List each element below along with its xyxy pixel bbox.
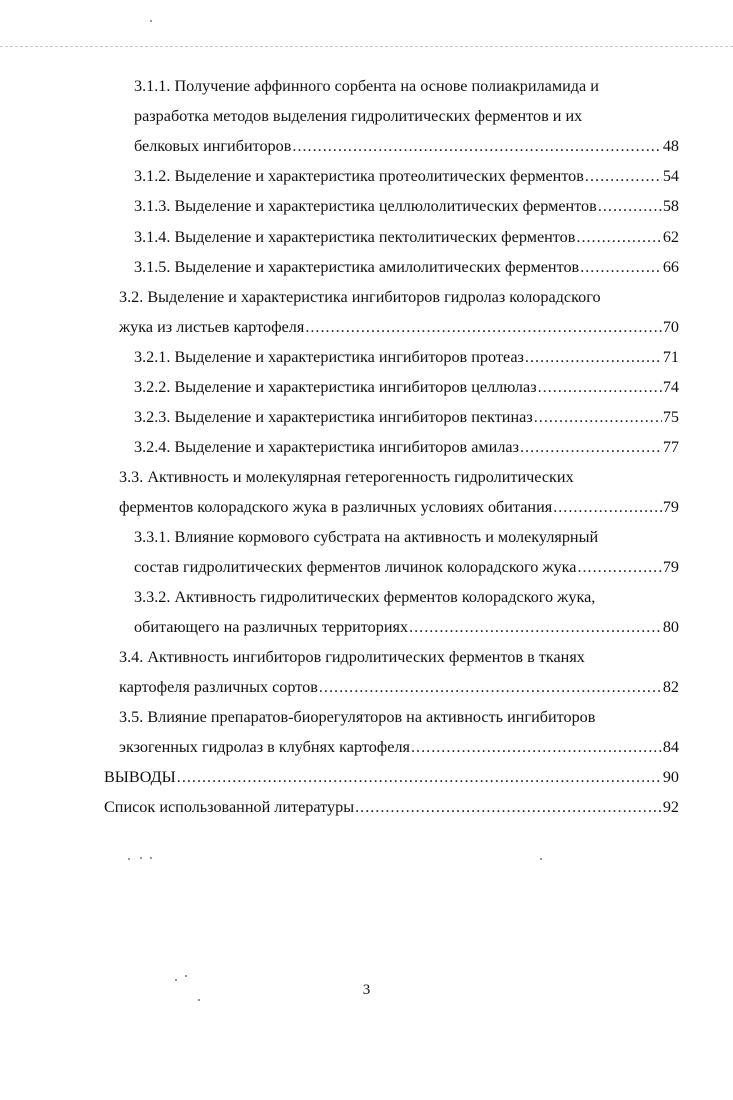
scan-speck [150, 20, 152, 22]
page-number: 3 [362, 982, 371, 998]
toc-page-number: 84 [662, 738, 679, 756]
toc-entry-label: состав гидролитических ферментов личинок колорадского жука [134, 558, 577, 576]
dot-leader [538, 373, 662, 402]
toc-entry-3-2-2[interactable] [134, 373, 679, 402]
dot-leader [577, 553, 661, 582]
toc-entry-label: ВЫВОДЫ [104, 768, 176, 786]
toc-entry-3-5[interactable] [119, 733, 679, 762]
toc-page-number: 70 [662, 318, 679, 336]
toc-entry-label: Список использованной литературы [104, 798, 355, 816]
toc-entry-label: ферментов колорадского жука в различных условиях обитания [119, 498, 553, 516]
toc-entry-label: 3.1.2. Выделение и характеристика протеолитических ферментов [134, 167, 584, 185]
toc-entry-label: экзогенных гидролаз в клубнях картофеля [119, 738, 410, 756]
toc-entry-3-1-1[interactable] [134, 132, 679, 161]
dot-leader [319, 673, 662, 702]
toc-page-number: 79 [662, 498, 679, 516]
toc-page-number: 62 [662, 228, 679, 246]
toc-entry-label: 3.2.4. Выделение и характеристика ингибиторов амилаз [134, 438, 519, 456]
dot-leader [409, 613, 662, 642]
toc-entry-3-1-1-line2: разработка методов выделения гидролитических ферментов и их [134, 107, 583, 125]
toc-entry-label: 3.1.3. Выделение и характеристика целлюлолитических ферментов [134, 197, 597, 215]
toc-page-number: 66 [662, 258, 679, 276]
toc-page-number: 77 [662, 438, 679, 456]
dot-leader [585, 162, 662, 191]
dot-leader [355, 793, 662, 822]
toc-entry-3-1-5[interactable] [134, 253, 679, 282]
toc-entry-3-2-3[interactable] [134, 403, 679, 432]
toc-page-number: 74 [662, 378, 679, 396]
dot-leader [305, 313, 661, 342]
toc-entry-3-3-2-line1: 3.3.2. Активность гидролитических ферментов колорадского жука, [134, 588, 596, 606]
scan-speck [540, 858, 542, 860]
toc-page-number: 71 [662, 348, 679, 366]
toc-entry-label: белковых ингибиторов [134, 137, 292, 155]
toc-entry-3-3-2[interactable] [134, 613, 679, 642]
toc-entry-3-2-line1: 3.2. Выделение и характеристика ингибиторов гидролаз колорадского [119, 288, 601, 306]
toc-entry-3-5-line1: 3.5. Влияние препаратов-биорегуляторов на активность ингибиторов [119, 708, 596, 726]
dot-leader [177, 763, 662, 792]
toc-entry-3-4[interactable] [119, 673, 679, 702]
scan-speck [175, 979, 177, 981]
toc-page-number: 80 [662, 618, 679, 636]
toc-entry-label: 3.1.5. Выделение и характеристика амилолитических ферментов [134, 258, 580, 276]
toc-page-number: 90 [662, 768, 679, 786]
scan-speck [185, 975, 187, 977]
toc-entry-3-1-3[interactable] [134, 192, 679, 221]
toc-entry-3-1-4[interactable] [134, 223, 679, 252]
toc-page-number: 58 [662, 197, 679, 215]
toc-entry-3-3-1[interactable] [134, 553, 679, 582]
toc-entry-3-1-2[interactable] [134, 162, 679, 191]
scan-speck [150, 857, 152, 859]
scan-speck [128, 858, 130, 860]
toc-entry-3-3-1-line1: 3.3.1. Влияние кормового субстрата на активность и молекулярный [134, 528, 599, 546]
scan-artifact-line [0, 46, 733, 47]
dot-leader [520, 433, 662, 462]
toc-page-number: 48 [662, 137, 679, 155]
dot-leader [411, 733, 662, 762]
toc-entry-label: 3.2.3. Выделение и характеристика ингибиторов пектиназ [134, 408, 533, 426]
toc-entry-label: 3.1.4. Выделение и характеристика пектолитических ферментов [134, 228, 576, 246]
scan-speck [198, 999, 200, 1001]
dot-leader [598, 192, 662, 221]
toc-entry-3-1-1-line1: 3.1.1. Получение аффинного сорбента на основе полиакриламида и [134, 77, 599, 95]
dot-leader [576, 223, 661, 252]
toc-entry-3-4-line1: 3.4. Активность ингибиторов гидролитических ферментов в тканях [119, 648, 585, 666]
toc-page-number: 75 [662, 408, 679, 426]
toc-entry-label: картофеля различных сортов [119, 678, 318, 696]
toc-page-number: 82 [662, 678, 679, 696]
toc-entry-label: жука из листьев картофеля [119, 318, 305, 336]
dot-leader [580, 253, 662, 282]
toc-entry-conclusions[interactable] [104, 763, 679, 792]
toc-entry-3-3[interactable] [119, 493, 679, 522]
scan-speck [140, 857, 142, 859]
dot-leader [292, 132, 661, 161]
toc-entry-label: 3.2.2. Выделение и характеристика ингибиторов целлюлаз [134, 378, 537, 396]
toc-page-number: 79 [662, 558, 679, 576]
dot-leader [525, 343, 662, 372]
toc-entry-3-2[interactable] [119, 313, 679, 342]
toc-entry-3-3-line1: 3.3. Активность и молекулярная гетерогенность гидролитических [119, 468, 574, 486]
toc-page-number: 54 [662, 167, 679, 185]
toc-entry-label: обитающего на различных территориях [134, 618, 409, 636]
toc-entry-label: 3.2.1. Выделение и характеристика ингибиторов протеаз [134, 348, 524, 366]
toc-page-number: 92 [662, 798, 679, 816]
dot-leader [553, 493, 662, 522]
toc-entry-references[interactable] [104, 793, 679, 822]
dot-leader [534, 403, 662, 432]
toc-entry-3-2-4[interactable] [134, 433, 679, 462]
toc-entry-3-2-1[interactable] [134, 343, 679, 372]
